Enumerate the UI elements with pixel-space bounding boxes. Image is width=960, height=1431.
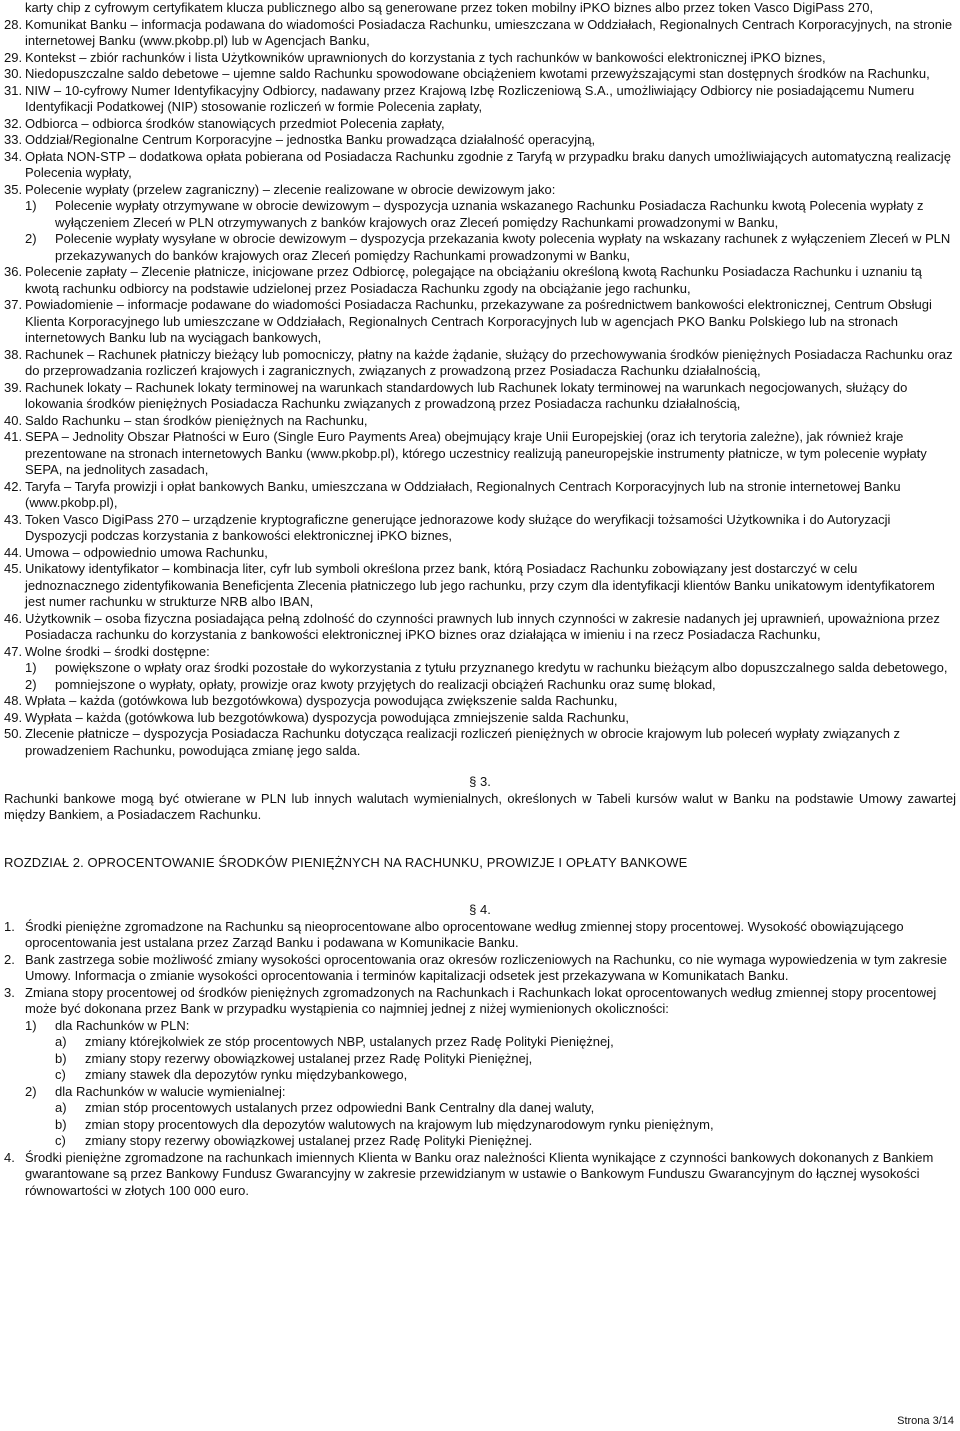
- item-text: Zlecenie płatnicze – dyspozycja Posiadacza Rachunku dotycząca realizacji rozliczeń pieniężnych w obrocie krajowym lub poleceń wypłaty związanych z prowadzeniem Rachunku, powodująca zmianę jego salda.: [25, 726, 901, 758]
- intro-line: karty chip z cyfrowym certyfikatem klucza publicznego albo są generowane przez token mobilny iPKO biznes albo przez token Vasco DigiPass 270,: [25, 0, 874, 15]
- definition-item: [0, 17, 960, 50]
- item-number: 39.: [4, 379, 23, 395]
- sub-sub-item-text: zmiany stopy rezerwy obowiązkowej ustalanej przez Radę Polityki Pieniężnej.: [85, 1133, 533, 1148]
- sub-item: [25, 1018, 954, 1084]
- sub-item-text: Polecenie wypłaty otrzymywane w obrocie dewizowym – dyspozycja uznania wskazanego Rachunku Posiadacza Rachunku kwotą Polecenia wypłaty z wyłączeniem Zleceń w PLN otrzymywanych z banków krajowych oraz Zleceń pomiędzy Rachunkami prowadzonymi w Banku,: [55, 198, 924, 230]
- item-number: 35.: [4, 181, 23, 197]
- page-number: Strona 3/14: [897, 1415, 954, 1427]
- item-number: 45.: [4, 561, 23, 576]
- definition-item: [0, 50, 960, 67]
- definition-item: [0, 149, 960, 182]
- sub-item-text: dla Rachunków w walucie wymienialnej:: [55, 1083, 286, 1099]
- sub-sub-item-letter: c): [55, 1067, 66, 1082]
- sub-sub-item-text: zmiany stawek dla depozytów rynku międzybankowego,: [85, 1067, 408, 1082]
- section-4-item: [0, 919, 960, 952]
- definition-item: [0, 561, 960, 611]
- definition-item: [0, 726, 960, 759]
- sub-sub-item-letter: b): [55, 1116, 67, 1132]
- sub-item-number: 2): [25, 676, 37, 692]
- item-number: 37.: [4, 297, 23, 312]
- item-text: Taryfa – Taryfa prowizji i opłat bankowych Banku, umieszczana w Oddziałach, Regionalnych Centrach Korporacyjnych lub na stronie internetowej Banku (www.pkobp.pl),: [25, 478, 901, 510]
- definition-item: [0, 512, 960, 545]
- item-number: 4.: [4, 1149, 15, 1165]
- item-number: 43.: [4, 511, 23, 527]
- definition-item: [0, 644, 960, 694]
- item-text: Użytkownik – osoba fizyczna posiadająca pełną zdolność do czynności prawnych lub innych czynności w zakresie nadanych jej uprawnień, upoważniona przez Posiadacza rachunku do korzystania z bankowości elektronicznej iPKO biznes oraz działająca w imieniu i na rzecz Posiadacza Rachunku,: [25, 610, 940, 642]
- item-number: 30.: [4, 66, 23, 81]
- item-text: Kontekst – zbiór rachunków i lista Użytkowników uprawnionych do korzystania z tych rachunków w bankowości elektronicznej iPKO biznes,: [25, 49, 826, 65]
- definition-item: [0, 611, 960, 644]
- item-text: Wolne środki – środki dostępne:: [25, 643, 210, 659]
- item-number: 2.: [4, 951, 15, 967]
- sub-sub-item-letter: b): [55, 1050, 67, 1066]
- sub-sub-item-letter: c): [55, 1133, 66, 1148]
- item-text: Polecenie wypłaty (przelew zagraniczny) – zlecenie realizowane w obrocie dewizowym jako:: [25, 181, 556, 197]
- sub-sub-item-text: zmiany którejkolwiek ze stóp procentowych NBP, ustalanych przez Radę Polityki Pieniężnej,: [85, 1034, 614, 1049]
- item-text: Środki pieniężne zgromadzone na rachunkach imiennych Klienta w Banku oraz należności Klienta wynikające z czynności bankowych dokonanych z Bankiem gwarantowane są przez Bankowy Fundusz Gwarancyjny w zakresie przewidzianym w ustawie o Bankowym Funduszu Gwarancyjnym do łącznej wysokości równowartości w złotych 100 000 euro.: [25, 1149, 934, 1198]
- sub-item: [25, 231, 954, 264]
- item-number: 34.: [4, 148, 23, 164]
- item-number: 36.: [4, 264, 23, 279]
- item-number: 50.: [4, 726, 23, 741]
- sub-sub-item: [55, 1034, 954, 1051]
- sub-item: [25, 1084, 954, 1150]
- section-4-heading: § 4.: [469, 902, 491, 917]
- definitions-list: [0, 17, 960, 760]
- sub-item-number: 1): [25, 1017, 37, 1033]
- section-4-item: [0, 1150, 960, 1200]
- item-number: 46.: [4, 610, 23, 626]
- item-number: 33.: [4, 132, 23, 147]
- item-text: Saldo Rachunku – stan środków pieniężnych na Rachunku,: [25, 412, 368, 428]
- item-text: Rachunek – Rachunek płatniczy bieżący lub pomocniczy, płatny na każde żądanie, służący do przechowywania środków pieniężnych Posiadacza Rachunku oraz do przeprowadzania rozliczeń krajowych i zagranicznych, związanych z prowadzoną przez Posiadacza Rachunku działalnością,: [25, 346, 953, 378]
- section-4-list: [0, 919, 960, 1200]
- item-text: Powiadomienie – informacje podawane do wiadomości Posiadacza Rachunku, przekazywane za pośrednictwem bankowości elektronicznej, Centrum Obsługi Klienta Korporacyjnego lub umieszczane w Oddziałach, Regionalnych Centrach Korporacyjnych lub w agencjach PKO Banku Polskiego lub na stronach internetowych Banku lub na wyciągach bankowych,: [25, 297, 932, 345]
- item-number: 31.: [4, 82, 23, 98]
- item-text: Opłata NON-STP – dodatkowa opłata pobierana od Posiadacza Rachunku zgodnie z Taryfą w przypadku braku danych umożliwiających automatyczną realizację Polecenia wypłaty,: [25, 148, 951, 180]
- item-text: NIW – 10-cyfrowy Numer Identyfikacyjny Odbiorcy, nadawany przez Krajową Izbę Rozliczeniową S.A., umożliwiający Odbiorcy nie posiadającemu Numeru Identyfikacji Podatkowej (NIP) stosowanie rozliczeń w formie Polecenia zapłaty,: [25, 82, 915, 114]
- sub-item-number: 1): [25, 660, 37, 675]
- definition-item: [0, 264, 960, 297]
- section-3-text: Rachunki bankowe mogą być otwierane w PLN lub innych walutach wymienialnych, określonych w Tabeli kursów walut w Banku na podstawie Umowy zawartej między Bankiem, a Posiadaczem Rachunku.: [4, 790, 956, 822]
- item-number: 32.: [4, 115, 23, 131]
- item-number: 47.: [4, 643, 23, 659]
- item-number: 44.: [4, 544, 23, 560]
- item-number: 1.: [4, 918, 15, 934]
- item-number: 3.: [4, 984, 15, 1000]
- item-text: Odbiorca – odbiorca środków stanowiących przedmiot Polecenia zapłaty,: [25, 115, 445, 131]
- definition-item: [0, 347, 960, 380]
- definition-item: [0, 710, 960, 727]
- sub-item-number: 2): [25, 231, 37, 246]
- sub-item: [25, 198, 954, 231]
- item-number: 40.: [4, 412, 23, 428]
- sub-sub-item-letter: a): [55, 1034, 67, 1049]
- definition-item: [0, 413, 960, 430]
- item-number: 38.: [4, 346, 23, 362]
- item-text: Zmiana stopy procentowej od środków pieniężnych zgromadzonych na Rachunkach i Rachunkach lokat oprocentowanych według zmiennej stopy procentowej może być dokonana przez Bank w przypadku wystąpienia co najmniej jednej z niżej wymienionych okoliczności:: [25, 984, 937, 1016]
- section-4-item: [0, 952, 960, 985]
- item-text: Rachunek lokaty – Rachunek lokaty terminowej na warunkach standardowych lub Rachunek lokaty terminowej na warunkach negocjowanych, służący do lokowania środków pieniężnych Posiadacza Rachunku związanych z prowadzoną przez Posiadacza rachunku działalnością,: [25, 379, 908, 411]
- chapter-title: ROZDZIAŁ 2. OPROCENTOWANIE ŚRODKÓW PIENIĘŻNYCH NA RACHUNKU, PROWIZJE I OPŁATY BANKOWE: [4, 854, 688, 870]
- item-number: 28.: [4, 16, 23, 32]
- definition-item: [0, 66, 960, 83]
- definition-item: [0, 693, 960, 710]
- item-text: Wpłata – każda (gotówkowa lub bezgotówkowa) dyspozycja powodująca zwiększenie salda Rachunku,: [25, 693, 618, 708]
- sub-sub-item-text: zmian stopy procentowych dla depozytów walutowych na krajowym lub międzynarodowym rynku pieniężnym,: [85, 1116, 714, 1132]
- item-text: Unikatowy identyfikator – kombinacja liter, cyfr lub symboli określona przez bank, którą Posiadacz Rachunku zobowiązany jest dostarczyć w celu jednoznacznego zidentyfikowania Beneficjenta Zlecenia płatniczego lub jego rachunku, przy czym dla identyfikacji klientów Banku unikatowym identyfikatorem jest numer rachunku w strukturze NRB albo IBAN,: [25, 561, 935, 609]
- sub-sub-item-text: zmian stóp procentowych ustalanych przez odpowiedni Bank Centralny dla danej waluty,: [85, 1100, 595, 1115]
- sub-sub-item-text: zmiany stopy rezerwy obowiązkowej ustalanej przez Radę Polityki Pieniężnej,: [85, 1050, 533, 1066]
- item-text: Polecenie zapłaty – Zlecenie płatnicze, inicjowane przez Odbiorcę, polegające na obciążaniu określoną kwotą Rachunku Posiadacza Rachunku i uznaniu tą kwotą rachunku odbiorcy na podstawie udzielonej przez Posiadacza Rachunku zgody na obciążanie jego rachunku,: [25, 264, 922, 296]
- sub-item-number: 2): [25, 1083, 37, 1099]
- item-number: 49.: [4, 709, 23, 725]
- sub-sub-item: [55, 1051, 954, 1068]
- item-text: Niedopuszczalne saldo debetowe – ujemne saldo Rachunku spowodowane obciążeniem kwotami przewyższającymi stan dostępnych środków na Rachunku,: [25, 66, 930, 81]
- item-number: 41.: [4, 429, 23, 444]
- sub-item-number: 1): [25, 198, 37, 213]
- item-text: Komunikat Banku – informacja podawana do wiadomości Posiadacza Rachunku, umieszczana w Oddziałach, Regionalnych Centrach Korporacyjnych, na stronie internetowej Banku (www.pkobp.pl) lub w Agencjach Banku,: [25, 16, 953, 48]
- definition-item: [0, 83, 960, 116]
- sub-sub-item: [55, 1100, 954, 1117]
- item-number: 29.: [4, 49, 23, 65]
- sub-item: [25, 677, 954, 694]
- section-3-heading: § 3.: [469, 774, 491, 789]
- item-text: Wypłata – każda (gotówkowa lub bezgotówkowa) dyspozycja powodująca zmniejszenie salda Rachunku,: [25, 709, 629, 725]
- definition-item: [0, 545, 960, 562]
- definition-item: [0, 297, 960, 347]
- sub-item-text: pomniejszone o wypłaty, opłaty, prowizje oraz kwoty przyjętych do realizacji obciążeń Rachunku oraz sumę blokad,: [55, 676, 716, 692]
- sub-item-text: dla Rachunków w PLN:: [55, 1017, 190, 1033]
- item-number: 48.: [4, 693, 23, 708]
- sub-item: [25, 660, 954, 677]
- definition-item: [0, 380, 960, 413]
- item-text: SEPA – Jednolity Obszar Płatności w Euro (Single Euro Payments Area) obejmujący kraje Unii Europejskiej (oraz ich terytoria zależne), jak również kraje prezentowane na stronach internetowych Banku (www.pkobp.pl), którego uczestnicy realizują paneuropejskie instrumenty płatnicze, w tym polecenie wypłaty SEPA, na jednolitych zasadach,: [25, 429, 927, 477]
- sub-item-text: powiększone o wpłaty oraz środki pozostałe do wykorzystania z tytułu przyznanego kredytu w rachunku bieżącym albo dopuszczalnego salda debetowego,: [55, 660, 948, 675]
- item-number: 42.: [4, 478, 23, 494]
- definition-item: [0, 132, 960, 149]
- item-text: Token Vasco DigiPass 270 – urządzenie kryptograficzne generujące jednorazowe kody służące do weryfikacji tożsamości Użytkownika i do Autoryzacji Dyspozycji podczas korzystania z bankowości elektronicznej iPKO biznes,: [25, 511, 891, 543]
- sub-sub-item-letter: a): [55, 1100, 67, 1115]
- item-text: Oddział/Regionalne Centrum Korporacyjne – jednostka Banku prowadząca działalność operacyjną,: [25, 132, 596, 147]
- sub-sub-item: [55, 1117, 954, 1134]
- item-text: Umowa – odpowiednio umowa Rachunku,: [25, 544, 268, 560]
- definition-item: [0, 429, 960, 479]
- sub-item-text: Polecenie wypłaty wysyłane w obrocie dewizowym – dyspozycja przekazania kwoty polecenia wypłaty na wskazany rachunek z wyłączeniem Zleceń w PLN przekazywanych do banków krajowych oraz Zleceń pomiędzy Rachunkami prowadzonymi w Banku,: [55, 231, 951, 263]
- sub-sub-item: [55, 1067, 954, 1084]
- section-4-item: [0, 985, 960, 1150]
- item-text: Bank zastrzega sobie możliwość zmiany wysokości oprocentowania oraz okresów rozliczeniowych na Rachunku, co nie wymaga wypowiedzenia w tym zakresie Umowy. Informacja o zmianie wysokości oprocentowania i terminów kapitalizacji odsetek jest przekazywana w Komunikatach Banku.: [25, 951, 947, 983]
- definition-item: [0, 116, 960, 133]
- definition-item: [0, 182, 960, 265]
- sub-sub-item: [55, 1133, 954, 1150]
- definition-item: [0, 479, 960, 512]
- item-text: Środki pieniężne zgromadzone na Rachunku są nieoprocentowane albo oprocentowane według zmiennej stopy procentowej. Wysokość obowiązującego oprocentowania jest ustalana przez Zarząd Banku i podawana w Komunikacie Banku.: [25, 918, 904, 950]
